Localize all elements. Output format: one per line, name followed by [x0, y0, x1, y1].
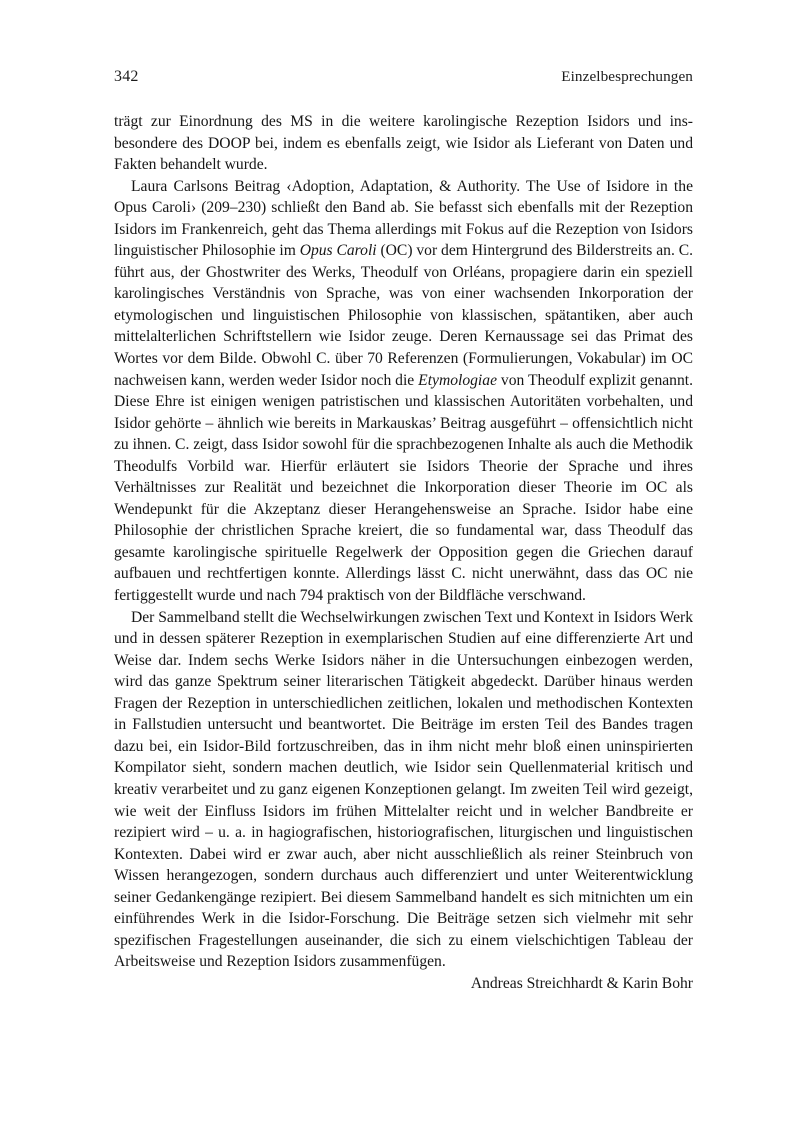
paragraph-conclusion-text: Der Sammelband stellt die Wechselwirkungen zwischen Text und Kontext in Isidors Werk und in dessen späterer Rezeption in exemplarischen Studien auf eine differenzierte Art und Weise dar. Indem sechs Werke Isidors näher in die Untersuchungen einbezogen werden, wird das ganze Spektrum seiner literarischen Tätigkeit abgedeckt. Darüber hinaus werden Fragen der Rezeption in unterschiedlichen zeitlichen, lokalen und methodischen Kontexten in Fallstudien untersucht und beantwortet. Die Beiträge im ersten Teil des Bandes tragen dazu bei, ein Isidor-Bild fortzuschreiben, das in ihm nicht mehr bloß einen uninspirierten Kompilator sieht, sondern machen deutlich, wie Isidor sein Quellenmaterial kritisch und kreativ verarbeitet und zu ganz eigenen Konzeptionen gelangt. Im zweiten Teil wird gezeigt, wie weit der Einfluss Isidors im frühen Mittelalter reicht und in welcher Bandbreite er rezipiert wird – u. a. in hagiografischen, historiografischen, liturgischen und linguistischen Kontexten. Dabei wird er zwar auch, aber nicht ausschließlich als reiner Steinbruch von Wissen herangezogen, sondern durchaus auch differenziert und unter Weiterentwicklung seiner Gedankengänge rezipiert. Bei diesem Sammelband handelt es sich mitnichten um ein einführendes Werk in die Isidor-Forschung. Die Beiträge setzen sich vielmehr mit sehr spezifischen Fragestellungen auseinander, die sich zu einem vielschichtigen Tableau der Arbeitsweise und Rezeption Isidors zusammenfügen.	[114, 608, 693, 971]
page-number: 342	[114, 68, 139, 85]
work-title-etymologiae: Etymologiae	[418, 371, 497, 389]
body-text-column	[114, 111, 693, 994]
review-signature: Andreas Streichhardt & Karin Bohr	[470, 974, 693, 992]
paragraph-carlson-part-3: von Theodulf explizit genannt. Diese Ehre ist einigen wenigen patristischen und klassischen Autoritäten vorbehalten, und Isidor gehörte – ähnlich wie bereits in Markauskas’ Beitrag ausgeführt – offensichtlich nicht zu ihnen. C. zeigt, dass Isidor sowohl für die sprachbezogenen Inhalte als auch die Methodik Theodulfs Vorbild war. Hierfür erläutert sie Isidors Theorie der Sprache und ihres Verhältnisses zur Realität und bezeichnet die Inkorporation dieser Theorie im OC als Wendepunkt für die Akzeptanz dieser Herangehensweise an Sprache. Isidor habe eine Philosophie der christlichen Sprache kreiert, die so fundamental war, dass Theodulf das gesamte karolingische spirituelle Regelwerk der Opposition gegen die Griechen darauf aufbauen und rechtfertigen konnte. Allerdings lässt C. nicht unerwähnt, dass das OC nie fertiggestellt wurde und nach 794 praktisch von der Bildfläche verschwand.	[114, 371, 694, 605]
paragraph-conclusion	[114, 607, 693, 973]
running-title: Einzelbesprechungen	[561, 68, 693, 85]
paragraph-carlson-part-1: Laura Carlsons Beitrag ‹Adoption, Adaptation, & Authority. The Use of Isidore in the Opus Caroli› (209–230) schließt den Band ab. Sie befasst sich ebenfalls mit der Rezeption Isidors im Frankenreich, geht das Thema allerdings mit Fokus auf die Rezeption von Isidors linguistischer Philosophie im	[114, 177, 693, 260]
running-head	[114, 68, 693, 86]
paragraph-carlson	[114, 176, 693, 607]
paragraph-intro	[114, 111, 693, 176]
paragraph-carlson-part-2: (OC) vor dem Hintergrund des Bilderstreits an. C. führt aus, der Ghostwriter des Werks, Theodulf von Orléans, propagiere darin ein speziell karolingisches Verständnis von Sprache, was von einer wachsenden Inkorporation der etymologischen und linguistischen Philosophie von klassischen, spätantiken, aber auch mittelalterlichen Schriftstellern wie Isidor zeuge. Deren Kernaussage sei das Primat des Wortes vor dem Bilde. Obwohl C. über 70 Referenzen (Formulierungen, Vokabular) im OC nachweisen kann, werden weder Isidor noch die	[114, 242, 693, 389]
work-title-opus-caroli: Opus Caroli	[299, 242, 377, 260]
paragraph-intro-text: trägt zur Einordnung des MS in die weitere karolingische Rezeption Isidors und insbesondere des DOOP bei, indem es ebenfalls zeigt, wie Isidor als Lieferant von Daten und Fakten behandelt wurde.	[114, 113, 693, 174]
